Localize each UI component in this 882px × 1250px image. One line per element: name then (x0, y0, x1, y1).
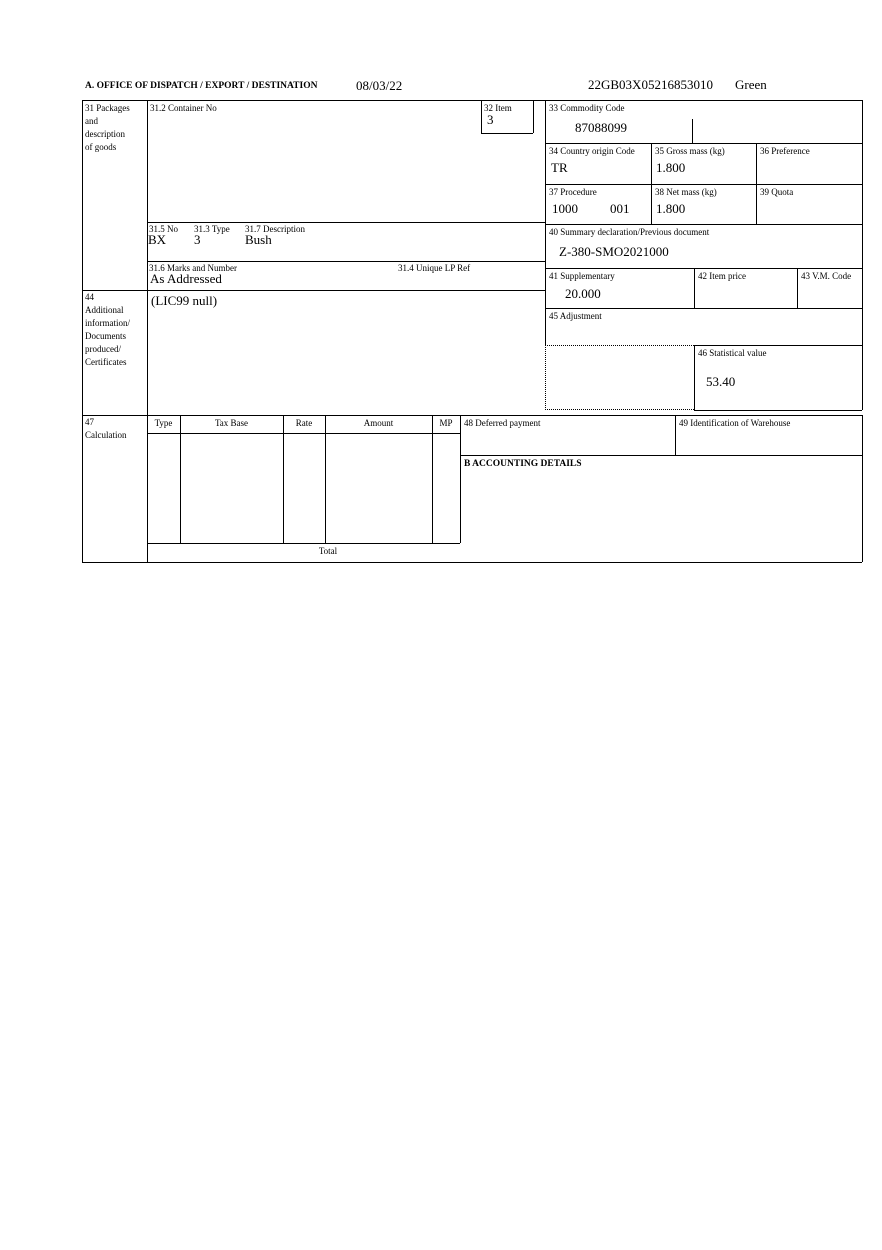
routing-status: Green (735, 77, 767, 92)
movement-reference-number: 22GB03X05216853010 (588, 77, 713, 92)
divider-line (756, 143, 757, 224)
quota-label: 39 Quota (760, 187, 794, 197)
divider-line (82, 290, 545, 291)
gross-mass-label: 35 Gross mass (kg) (655, 146, 725, 156)
packages-no-value: BX (148, 232, 167, 247)
divider-line (147, 261, 545, 262)
table-column-line (325, 415, 326, 543)
marks-value: As Addressed (150, 271, 222, 286)
total-label: Total (318, 546, 338, 556)
box31-caption: 31 Packages (85, 103, 130, 113)
divider-line (694, 268, 695, 308)
vm-code-label: 43 V.M. Code (801, 271, 852, 281)
commodity-code-label: 33 Commodity Code (549, 103, 625, 113)
box31-caption: description (85, 129, 125, 139)
packages-no-label: 31.5 No (149, 224, 178, 234)
marks-label: 31.6 Marks and Number (149, 263, 237, 273)
gross-mass-value: 1.800 (656, 160, 686, 175)
container-no-label: 31.2 Container No (150, 103, 217, 113)
divider-line (481, 133, 533, 134)
item-price-label: 42 Item price (698, 271, 746, 281)
box31-caption: of goods (85, 142, 117, 152)
net-mass-value: 1.800 (656, 201, 686, 216)
packages-type-value: 3 (194, 232, 201, 247)
box47-caption: Calculation (85, 430, 127, 440)
divider-line (545, 184, 862, 185)
box44-caption: 44 (85, 292, 94, 302)
deferred-payment-label: 48 Deferred payment (464, 418, 541, 428)
net-mass-label: 38 Net mass (kg) (655, 187, 717, 197)
country-origin-value: TR (551, 160, 568, 175)
divider-line (481, 100, 482, 133)
table-column-line (432, 415, 433, 543)
additional-information-value: (LIC99 null) (151, 293, 218, 308)
packages-description-value: Bush (245, 232, 272, 247)
divider-line (82, 562, 862, 563)
table-column-line (283, 415, 284, 543)
country-origin-label: 34 Country origin Code (549, 146, 635, 156)
divider-line (147, 433, 460, 434)
procedure-value-1: 1000 (552, 201, 578, 216)
box44-caption: produced/ (85, 344, 121, 354)
divider-line (460, 455, 862, 456)
form-right-border (862, 100, 863, 410)
item-number-value: 3 (487, 112, 494, 127)
divider-line (797, 268, 798, 308)
statistical-value-label: 46 Statistical value (698, 348, 767, 358)
box47-caption: 47 (85, 417, 94, 427)
preference-label: 36 Preference (760, 146, 810, 156)
divider-line (545, 100, 546, 345)
column-header-amount: Amount (363, 418, 394, 428)
summary-declaration-value: Z-380-SMO2021000 (559, 244, 669, 259)
divider-line (82, 415, 862, 416)
commodity-code-value: 87088099 (575, 120, 627, 135)
adjustment-label: 45 Adjustment (549, 311, 602, 321)
summary-declaration-label: 40 Summary declaration/Previous document (549, 227, 710, 237)
divider-line (545, 224, 862, 225)
divider-line (82, 100, 862, 101)
warehouse-id-label: 49 Identification of Warehouse (679, 418, 791, 428)
divider-line (545, 268, 862, 269)
divider-line (147, 222, 545, 223)
column-header-type: Type (154, 418, 173, 428)
commodity-code-divider (692, 119, 693, 143)
divider-line (694, 345, 695, 410)
accounting-details-heading: B ACCOUNTING DETAILS (464, 459, 582, 469)
supplementary-units-value: 20.000 (565, 286, 601, 301)
form-left-border (82, 100, 83, 562)
box44-caption: Documents (85, 331, 126, 341)
column-header-tax-base: Tax Base (214, 418, 249, 428)
table-column-line (180, 415, 181, 543)
box44-caption: Certificates (85, 357, 127, 367)
packages-type-label: 31.3 Type (194, 224, 230, 234)
box44-caption: Additional (85, 305, 124, 315)
packages-description-label: 31.7 Description (245, 224, 305, 234)
divider-line (533, 100, 534, 133)
table-column-line (460, 415, 461, 543)
divider-line (694, 410, 862, 411)
dispatch-date: 08/03/22 (356, 78, 403, 93)
supplementary-units-label: 41 Supplementary (549, 271, 615, 281)
divider-line (147, 100, 148, 562)
procedure-label: 37 Procedure (549, 187, 597, 197)
column-header-rate: Rate (295, 418, 313, 428)
form-right-border (862, 415, 863, 562)
statistical-value-value: 53.40 (706, 374, 736, 389)
divider-line (147, 543, 460, 544)
unique-lp-ref-label: 31.4 Unique LP Ref (398, 263, 471, 273)
section-a-heading: A. OFFICE OF DISPATCH / EXPORT / DESTINATION (85, 81, 318, 91)
divider-line (694, 345, 862, 346)
divider-line (545, 308, 862, 309)
item-number-label: 32 Item (484, 103, 512, 113)
divider-line (651, 143, 652, 224)
divider-line (675, 415, 676, 455)
box44-caption: information/ (85, 318, 130, 328)
divider-line (545, 143, 862, 144)
box31-caption: and (85, 116, 98, 126)
column-header-mp: MP (439, 418, 453, 428)
dotted-subdivision-box (545, 345, 694, 410)
procedure-value-2: 001 (610, 201, 630, 216)
